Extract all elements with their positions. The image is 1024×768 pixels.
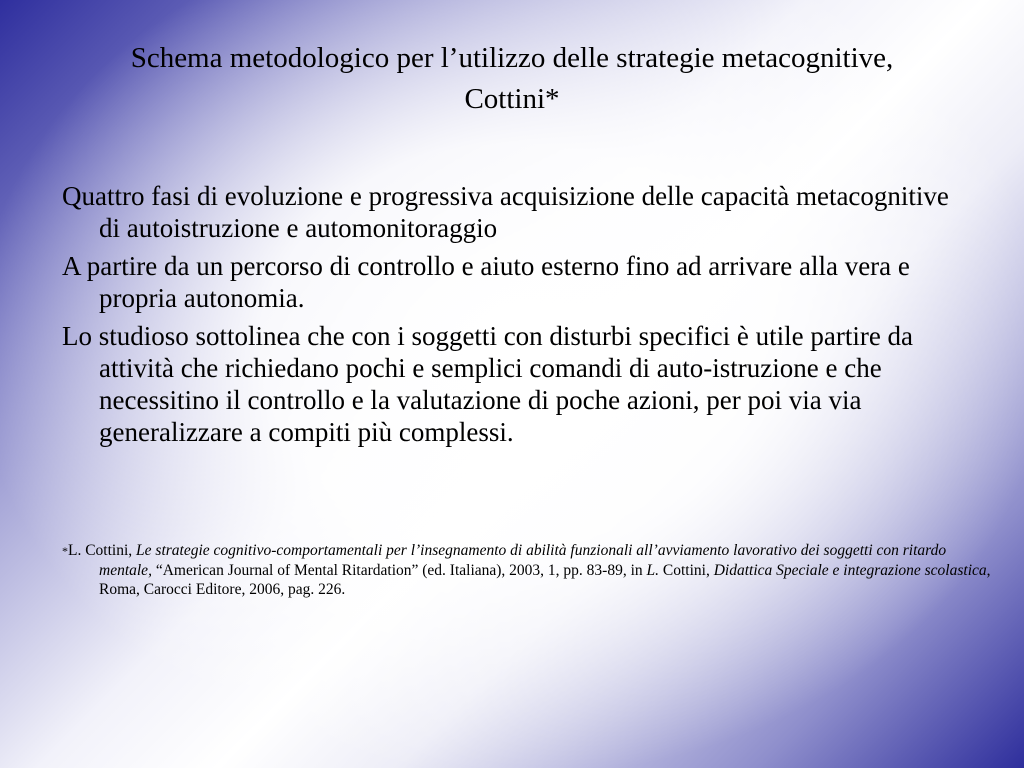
slide-title [40, 38, 984, 120]
footnote-author-initial: L. [646, 562, 660, 579]
slide-title-line-2: Cottini* [464, 83, 560, 115]
footnote-publication: “American Journal of Mental Ritardation” (ed. Italiana), 2003, 1, pp. 83-89, in [151, 562, 647, 579]
bullet-point: Lo studioso sottolinea che con i soggetti con disturbi specifici è utile partire da attività che richiedano pochi e semplici comandi di auto-istruzione e che necessitino il controllo e la valutazione di poche azioni, per poi via via generalizzare a compiti più complessi. [62, 321, 914, 447]
footnote-author: L. Cottini, [68, 542, 137, 559]
slide-title-line-1: Schema metodologico per l’utilizzo delle strategie metacognitive, [130, 42, 894, 74]
bullet-point: A partire da un percorso di controllo e aiuto esterno fino ad arrivare alla vera e propria autonomia. [62, 251, 910, 313]
footnote [62, 541, 999, 599]
footnote-book-publisher: , Roma, Carocci Editore, 2006, pag. 226. [99, 562, 991, 598]
footnote-book-title: Didattica Speciale e integrazione scolastica [713, 562, 987, 579]
footnote-author-name: Cottini, [659, 562, 714, 579]
bullet-point: Quattro fasi di evoluzione e progressiva acquisizione delle capacità metacognitive di autoistruzione e automonitoraggio [62, 181, 949, 243]
bullet-list [62, 180, 962, 454]
footnote-work-title: Le strategie cognitivo-comportamentali per l’insegnamento di abilità funzionali all’avviamento lavorativo dei soggetti con ritardo mentale, [99, 542, 947, 579]
footnote-mark: * [62, 544, 68, 558]
